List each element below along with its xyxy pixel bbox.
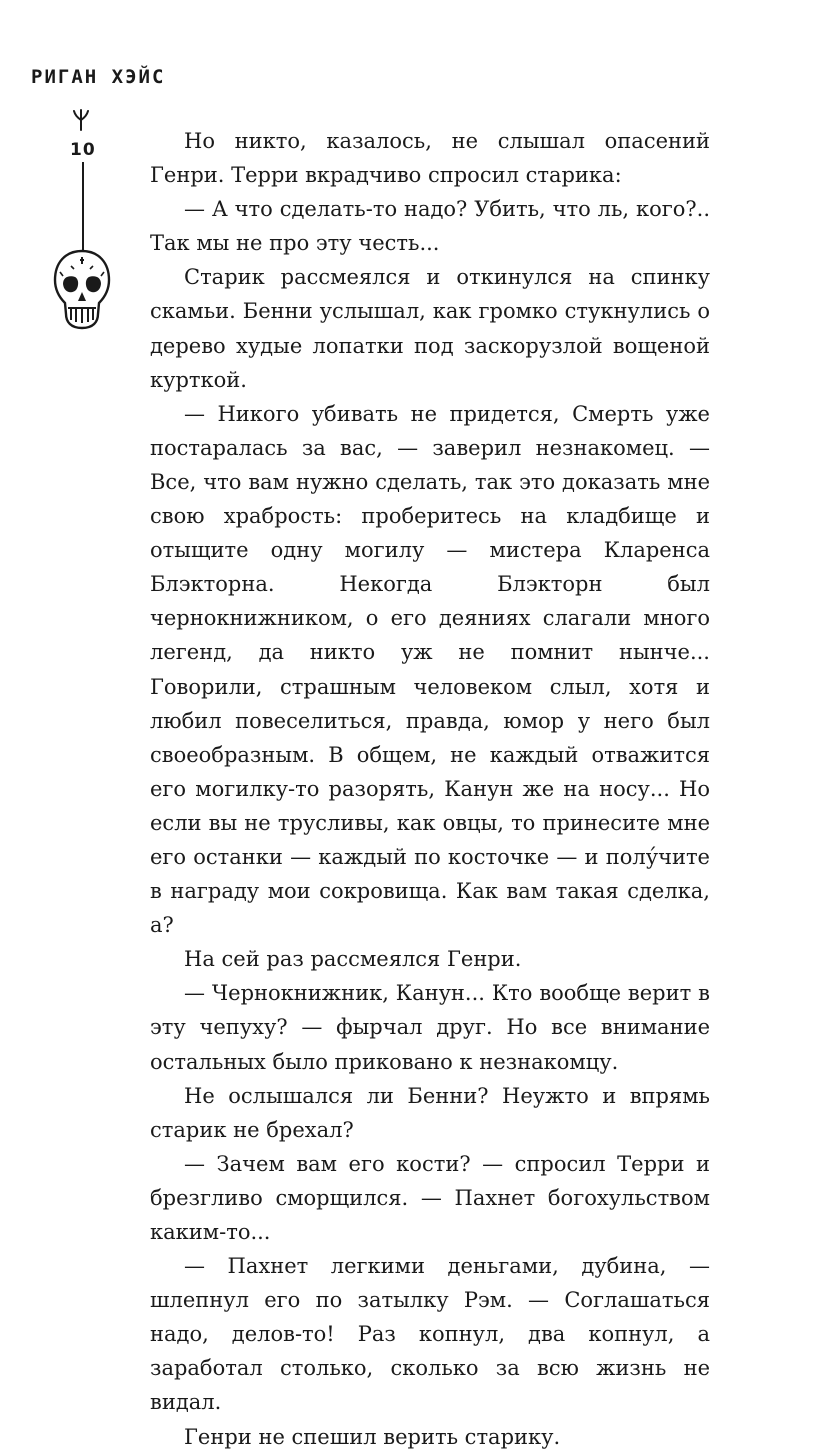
page-number: 10 bbox=[70, 140, 96, 160]
sprout-icon bbox=[69, 108, 93, 132]
paragraph: Генри не спешил верить старику. bbox=[184, 1424, 561, 1449]
folio-ornament bbox=[48, 108, 118, 348]
skull-icon bbox=[51, 248, 113, 334]
paragraph: На сей раз рассмеялся Генри. bbox=[184, 947, 522, 972]
paragraph: — Чернокнижник, Канун... Кто вообще верит в эту чепуху? — фырчал друг. Но все внимание остальных было приковано к незнакомцу. bbox=[150, 981, 710, 1074]
paragraph: — Никого убивать не придется, Смерть уже постаралась за вас, — заверил незнакомец. — Все, что вам нужно сделать, так это доказать мне свою храбрость: проберитесь на кладбище и отыщите одну могилу — мистера Кларенса Блэкторна. Некогда Блэкторн был чернокнижником, о его деяниях слагали много легенд, да никто уж не помнит нынче... Говорили, страшным человеком слыл, хотя и любил повеселиться, правда, юмор у него был своеобразным. В общем, не каждый отважится его могилку-то разорять, Канун же на носу... Но если вы не трусливы, как овцы, то принесите мне его останки — каждый по косточке — и полу́чите в награду мои сокровища. Как вам такая сделка, а? bbox=[150, 401, 710, 938]
body-text bbox=[150, 124, 710, 1454]
running-head-author: РИГАН ХЭЙС bbox=[31, 66, 166, 88]
paragraph: Но никто, казалось, не слышал опасений Генри. Терри вкрадчиво спросил старика: bbox=[150, 129, 710, 188]
paragraph: Не ослышался ли Бенни? Неужто и впрямь старик не брехал? bbox=[150, 1083, 710, 1142]
paragraph: — Зачем вам его кости? — спросил Терри и брезгливо сморщился. — Пахнет богохульством каким-то... bbox=[150, 1151, 710, 1244]
paragraph: — Пахнет легкими деньгами, дубина, — шлепнул его по затылку Рэм. — Соглашаться надо, делов-то! Раз копнул, два копнул, а заработал столько, сколько за всю жизнь не видал. bbox=[150, 1254, 710, 1415]
paragraph: — А что сделать-то надо? Убить, что ль, кого?.. Так мы не про эту честь... bbox=[150, 197, 710, 256]
paragraph: Старик рассмеялся и откинулся на спинку скамьи. Бенни услышал, как громко стукнулись о дерево худые лопатки под заскорузлой вощеной курткой. bbox=[150, 265, 710, 392]
thread-line bbox=[81, 162, 85, 252]
